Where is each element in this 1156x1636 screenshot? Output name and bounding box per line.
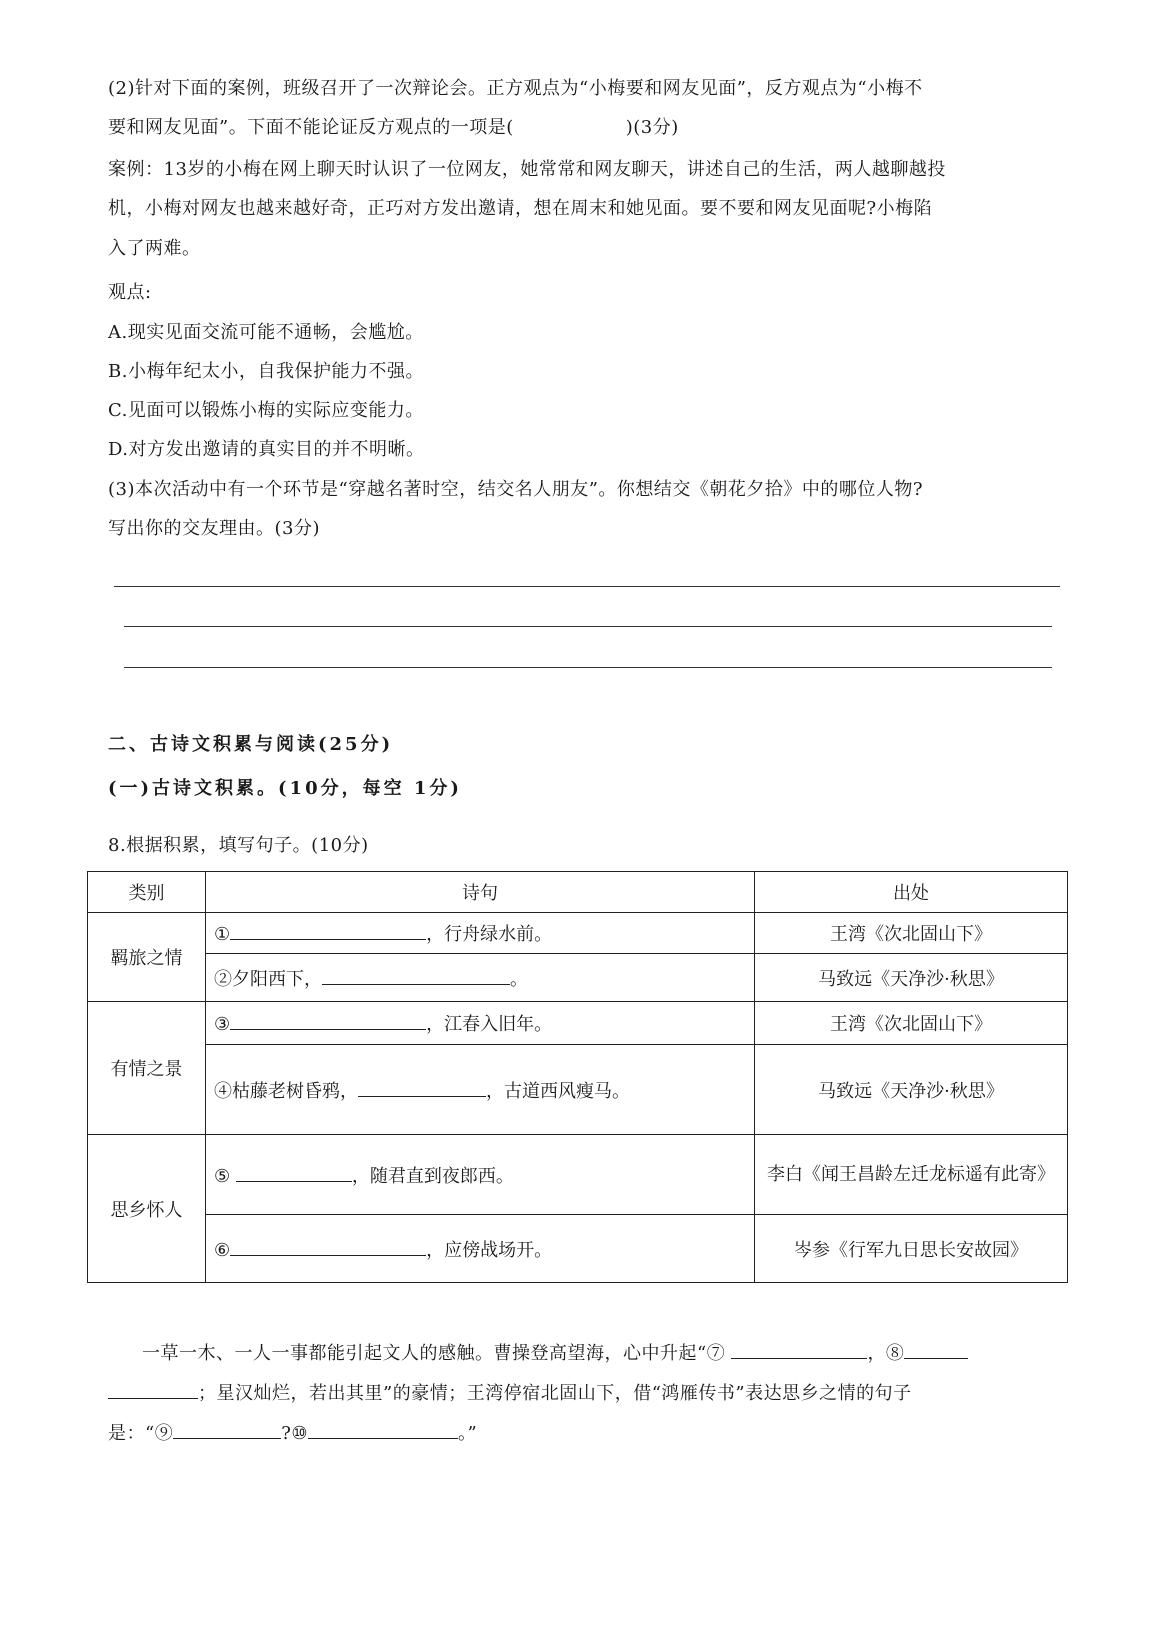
verse-suffix: ，江春入旧年。 [426,1014,553,1035]
para-text: ?⑩ [281,1423,308,1444]
q2-line-1: (2)针对下面的案例，班级召开了一次辩论会。正方观点为“小梅要和网友见面”，反方观点为“小梅不 [108,78,923,99]
header-verse: 诗句 [206,872,755,913]
table-row [88,1002,1068,1045]
verse-prefix: ⑤ [214,1165,231,1187]
option-b: B.小梅年纪太小，自我保护能力不强。 [108,361,424,382]
source-cell: 马致远《天净沙·秋思》 [755,954,1068,1002]
option-d: D.对方发出邀请的真实目的并不明晰。 [108,439,425,460]
verse-prefix: ④枯藤老树昏鸦， [214,1080,358,1102]
table-header-row [88,872,1068,913]
verse-blank[interactable] [230,1238,426,1256]
q2-line-2 [108,115,679,141]
case-line-3: 入了两难。 [108,238,201,259]
para-line-3 [108,1420,477,1447]
header-source: 出处 [755,872,1068,913]
views-label: 观点: [108,282,152,303]
header-category: 类别 [88,872,206,913]
answer-line-1[interactable] [114,586,1060,587]
option-a: A.现实见面交流可能不通畅，会尴尬。 [108,322,424,343]
source-cell: 李白《闻王昌龄左迁龙标遥有此寄》 [755,1135,1068,1215]
verse-suffix: ，随君直到夜郎西。 [351,1165,514,1187]
verse-blank[interactable] [230,1012,426,1030]
answer-blank[interactable] [514,115,626,133]
table-row [88,1045,1068,1135]
answer-line-3[interactable] [124,667,1052,668]
table-row [88,1135,1068,1215]
verse-suffix: ，应傍战场开。 [426,1239,553,1261]
category-cell: 羁旅之情 [88,913,206,1002]
verse-suffix: ，行舟绿水前。 [426,924,553,945]
question-8: 8.根据积累，填写句子。(10分) [108,835,369,856]
para-text: ，⑧ [867,1343,905,1364]
para-text: 是：“⑨ [108,1423,174,1444]
verse-blank[interactable] [358,1079,486,1097]
source-cell: 马致远《天净沙·秋思》 [755,1045,1068,1135]
verse-cell [206,1135,755,1215]
source-cell: 王湾《次北固山下》 [755,1002,1068,1045]
table-row [88,1215,1068,1283]
blank-8[interactable] [904,1340,968,1359]
para-text: ；星汉灿烂，若出其里”的豪情；王湾停宿北固山下，借“鸿雁传书”表达思乡之情的句子 [198,1383,912,1404]
source-cell: 岑参《行军九日思长安故园》 [755,1215,1068,1283]
verse-prefix: ③ [214,1014,231,1035]
verse-blank[interactable] [230,922,426,940]
q2-line-2-text: 要和网友见面”。下面不能论证反方观点的一项是( [108,117,514,138]
para-text: 一草一木、一人一事都能引起文人的感触。曹操登高望海，心中升起“⑦ [142,1343,726,1364]
q3-line-2: 写出你的交友理由。(3分) [108,518,320,539]
option-c: C.见面可以锻炼小梅的实际应变能力。 [108,400,424,421]
verse-prefix: ① [214,924,231,945]
q2-score: )(3分) [625,117,679,138]
verse-blank[interactable] [322,967,510,985]
category-cell: 思乡怀人 [88,1135,206,1283]
section-subtitle: (一)古诗文积累。(10分，每空 1分) [108,778,462,799]
verse-cell [206,1045,755,1135]
section-title: 二、古诗文积累与阅读(25分) [108,734,394,755]
table-row [88,913,1068,954]
answer-line-2[interactable] [124,626,1052,627]
para-line-2 [108,1380,912,1407]
blank-10[interactable] [308,1420,458,1439]
para-text: 。” [458,1423,478,1444]
category-cell: 有情之景 [88,1002,206,1135]
verse-cell [206,1215,755,1283]
blank-9[interactable] [173,1420,281,1439]
verse-prefix: ⑥ [214,1239,231,1261]
verse-cell [206,954,755,1002]
verse-cell [206,913,755,954]
case-line-2: 机，小梅对网友也越来越好奇，正巧对方发出邀请，想在周末和她见面。要不要和网友见面呢?小梅陷 [108,198,933,219]
verse-suffix: ，古道西风瘦马。 [486,1080,630,1102]
table-row [88,954,1068,1002]
verse-blank[interactable] [236,1164,352,1182]
source-cell: 王湾《次北固山下》 [755,913,1068,954]
q3-line-1: (3)本次活动中有一个环节是“穿越名著时空，结交名人朋友”。你想结交《朝花夕拾》中的哪位人物? [108,479,924,500]
para-line-1 [142,1340,968,1367]
verse-prefix: ②夕阳西下， [214,968,322,990]
poem-table [87,871,1068,1283]
blank-7[interactable] [731,1340,867,1359]
blank-8-cont[interactable] [108,1380,198,1399]
verse-suffix: 。 [510,968,528,990]
verse-cell [206,1002,755,1045]
case-line-1: 案例：13岁的小梅在网上聊天时认识了一位网友，她常常和网友聊天，讲述自己的生活，两人越聊越投 [108,159,946,180]
